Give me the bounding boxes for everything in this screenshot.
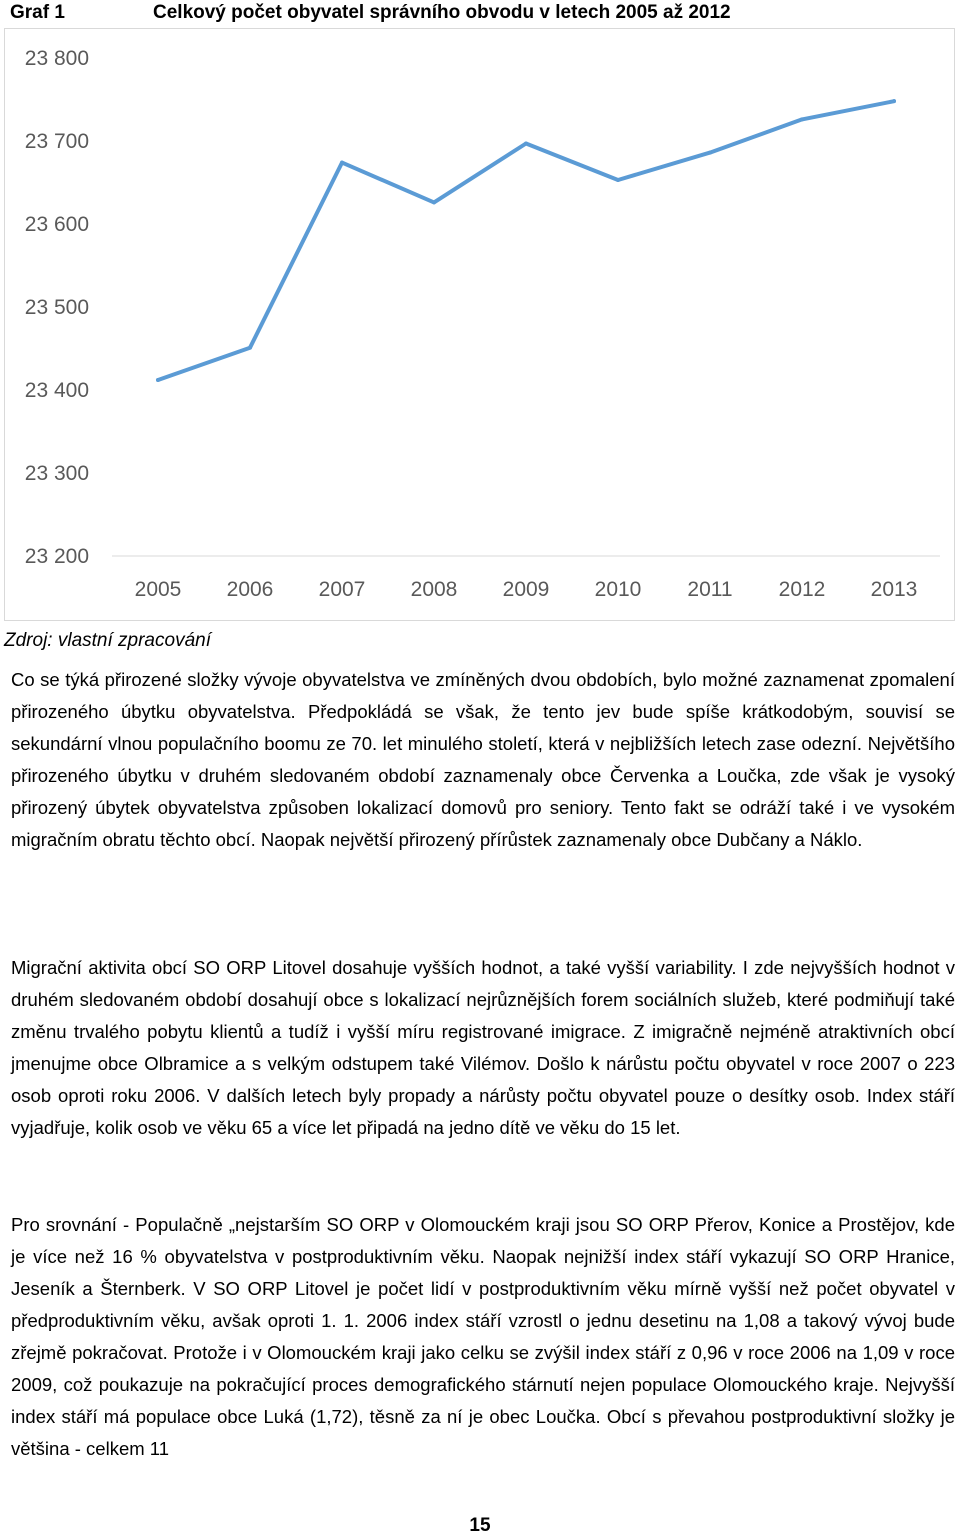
data-point bbox=[248, 346, 252, 350]
data-point bbox=[524, 141, 528, 145]
figure-title: Celkový počet obyvatel správního obvodu v letech 2005 až 2012 bbox=[153, 2, 731, 23]
x-tick-label: 2008 bbox=[410, 578, 458, 601]
data-point bbox=[432, 200, 436, 204]
x-tick-label: 2006 bbox=[226, 578, 274, 601]
paragraph: Co se týká přirozené složky vývoje obyvatelstva ve zmíněných dvou obdobích, bylo možné zaznamenat zpomalení přirozeného úbytku obyvatelstva. Předpokládá se však, že tento jev bude spíše krátkodobým, souvisí se sekundární vlnou populačního boomu ze 70. let minulého století, která v nejbližších letech zase odezní. Největšího přirozeného úbytku v druhém sledovaném období zaznamenaly obce Červenka a Loučka, zde však je vysoký přirozený úbytek obyvatelstva způsoben lokalizací domovů pro seniory. Tento fakt se odráží také i ve vysokém migračním obratu těchto obcí. Naopak největší přirozený přírůstek zaznamenaly obce Dubčany a Náklo. bbox=[11, 669, 955, 850]
line-chart bbox=[4, 28, 955, 621]
y-tick-label: 23 800 bbox=[24, 47, 89, 70]
data-point bbox=[800, 117, 804, 121]
y-axis bbox=[25, 47, 89, 568]
data-point bbox=[892, 99, 896, 103]
paragraph: Pro srovnání - Populačně „nejstarším SO ORP v Olomouckém kraji jsou SO ORP Přerov, Konice a Prostějov, kde je více než 16 % obyvatelstva v postproduktivním věku. Naopak nejnižší index stáří vykazují SO ORP Hranice, Jeseník a Šternberk. V SO ORP Litovel je počet lidí v postproduktivním věku mírně vyšší než počet obyvatel v předproduktivním věku, avšak oproti 1. 1. 2006 index stáří vzrostl o jednu desetinu na 1,08 a takový vývoj bude zřejmě pokračovat. Protože i v Olomouckém kraji jako celku se zvýšil index stáří z 0,96 v roce 2006 na 1,09 v roce 2009, což poukazuje na pokračující proces demografického stárnutí nejen populace Olomouckého kraje. Nejvyšší index stáří má populace obce Luká (1,72), těsně za ní je obec Loučka. Obcí s převahou postproduktivní složky je většina - celkem 11 bbox=[11, 1214, 955, 1459]
y-tick-label: 23 400 bbox=[24, 379, 89, 402]
x-axis bbox=[135, 578, 918, 601]
data-points bbox=[156, 99, 896, 382]
x-tick-label: 2011 bbox=[687, 578, 733, 601]
chart-svg bbox=[5, 29, 954, 620]
y-tick-label: 23 700 bbox=[24, 130, 89, 153]
x-tick-label: 2007 bbox=[318, 578, 366, 601]
figure-source: Zdroj: vlastní zpracování bbox=[4, 630, 211, 651]
data-point bbox=[340, 161, 344, 165]
x-tick-label: 2009 bbox=[502, 578, 550, 601]
y-tick-label: 23 500 bbox=[24, 296, 89, 319]
data-point bbox=[616, 178, 620, 182]
y-tick-label: 23 300 bbox=[24, 462, 89, 485]
figure-number: Graf 1 bbox=[10, 2, 65, 23]
x-tick-label: 2005 bbox=[134, 578, 182, 601]
paragraph: Migrační aktivita obcí SO ORP Litovel dosahuje vyšších hodnot, a také vyšší variability. I zde nejvyšších hodnot v druhém sledovaném období dosahují obce s lokalizací nejrůznějších forem sociálních služeb, které podmiňují také změnu trvalého pobytu klientů a tudíž i vyšší míru registrované imigrace. Z imigračně nejméně atraktivních obcí jmenujme obce Olbramice a s velkým odstupem také Vilémov. Došlo k nárůstu počtu obyvatel v roce 2007 o 223 osob oproti roku 2006. V dalších letech byly propady a nárůsty počtu obyvatel pouze o desítky osob. Index stáří vyjadřuje, kolik osob ve věku 65 a více let připadá na jedno dítě ve věku do 15 let. bbox=[11, 957, 955, 1138]
figure-caption bbox=[10, 0, 950, 26]
page-number: 15 bbox=[469, 1515, 491, 1536]
x-tick-label: 2012 bbox=[778, 578, 826, 601]
y-tick-label: 23 200 bbox=[24, 545, 89, 568]
x-tick-label: 2010 bbox=[594, 578, 642, 601]
data-point bbox=[708, 151, 712, 155]
data-point bbox=[156, 378, 160, 382]
y-tick-label: 23 600 bbox=[24, 213, 89, 236]
x-tick-label: 2013 bbox=[870, 578, 918, 601]
